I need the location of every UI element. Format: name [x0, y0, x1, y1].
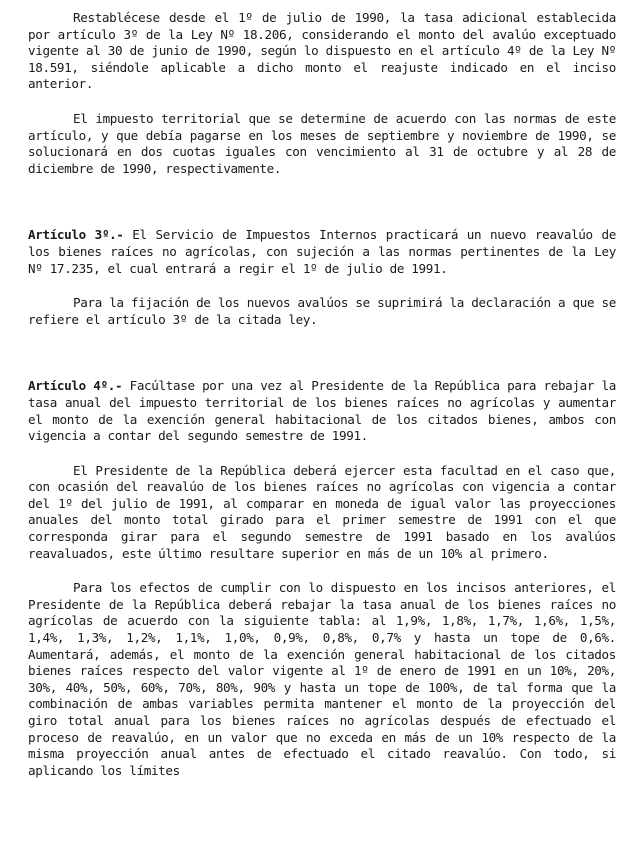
- article-4-text: Facúltase por una vez al Presidente de la República para rebajar la tasa anual del impuesto territorial de los bienes raíces no agrícolas y aumentar el monto de la exención general habitacional de los citados bienes, ambos con vigencia a contar del segundo semestre de 1991.: [28, 378, 616, 444]
- article-3-text: El Servicio de Impuestos Internos practicará un nuevo reavalúo de los bienes raíces no agrícolas, con sujeción a las normas pertinentes de la Ley Nº 17.235, el cual entrará a regir el 1º de julio de 1991.: [28, 227, 616, 276]
- paragraph-7-text: Para los efectos de cumplir con lo dispuesto en los incisos anteriores, el Presidente de la República deberá rebajar la tasa anual de los bienes raíces no agrícolas de acuerdo con la siguiente tabla: al 1,9%, 1,8%, 1,7%, 1,6%, 1,5%, 1,4%, 1,3%, 1,2%, 1,1%, 1,0%, 0,9%, 0,8%, 0,7% y hasta un tope de 0,6%. Aumentará, además, el monto de la exención general habitacional de los citados bienes raíces respecto del valor vigente al 1º de enero de 1991 en un 10%, 20%, 30%, 40%, 50%, 60%, 70%, 80%, 90% y hasta un tope de 100%, de tal forma que la combinación de ambas variables permita mantener el monto de la proyección del giro total anual para los bienes raíces no agrícolas después de efectuado el proceso de reavalúo, en un valor que no exceda en más de un 10% respecto de la misma proyección anual antes de efectuado el citado reavalúo. Con todo, si aplicando los límites: [28, 580, 616, 778]
- paragraph-6-text: El Presidente de la República deberá ejercer esta facultad en el caso que, con ocasión del reavalúo de los bienes raíces no agrícolas con vigencia a contar del 1º del julio de 1991, al comparar en moneda de igual valor las proyecciones anuales del monto total girado para el primer semestre de 1991 con el que corresponda girar para el segundo semestre de 1991 basado en los avalúos reavaluados, este último resultare superior en más de un 10% al primero.: [28, 462, 616, 561]
- article-4-paragraph: [28, 378, 616, 444]
- spacer: [28, 177, 616, 227]
- spacer: [28, 328, 616, 378]
- article-3-paragraph: [28, 227, 616, 277]
- spacer: [28, 562, 616, 580]
- paragraph-4-text: Para la fijación de los nuevos avalúos se suprimirá la declaración a que se refiere el artículo 3º de la citada ley.: [28, 295, 616, 327]
- paragraph-7: [28, 580, 616, 779]
- spacer: [28, 445, 616, 463]
- paragraph-1-text: Restablécese desde el 1º de julio de 1990, la tasa adicional establecida por artículo 3º de la Ley Nº 18.206, considerando el monto del avalúo exceptuado vigente al 30 de junio de 1990, según lo dispuesto en el artículo 4º de la Ley Nº 18.591, siéndole aplicable a dicho monto el reajuste indicado en el inciso anterior.: [28, 10, 616, 92]
- paragraph-1: [28, 10, 616, 93]
- article-4-heading: Artículo 4º.-: [28, 378, 123, 394]
- paragraph-2-text: El impuesto territorial que se determine de acuerdo con las normas de este artículo, y que debía pagarse en los meses de septiembre y noviembre de 1990, se solucionará en dos cuotas iguales con vencimiento al 31 de octubre y al 28 de diciembre de 1990, respectivamente.: [28, 110, 616, 176]
- paragraph-4: [28, 295, 616, 328]
- article-3-heading: Artículo 3º.-: [28, 227, 124, 243]
- spacer: [28, 93, 616, 111]
- paragraph-6: [28, 463, 616, 563]
- spacer: [28, 277, 616, 295]
- paragraph-2: [28, 111, 616, 177]
